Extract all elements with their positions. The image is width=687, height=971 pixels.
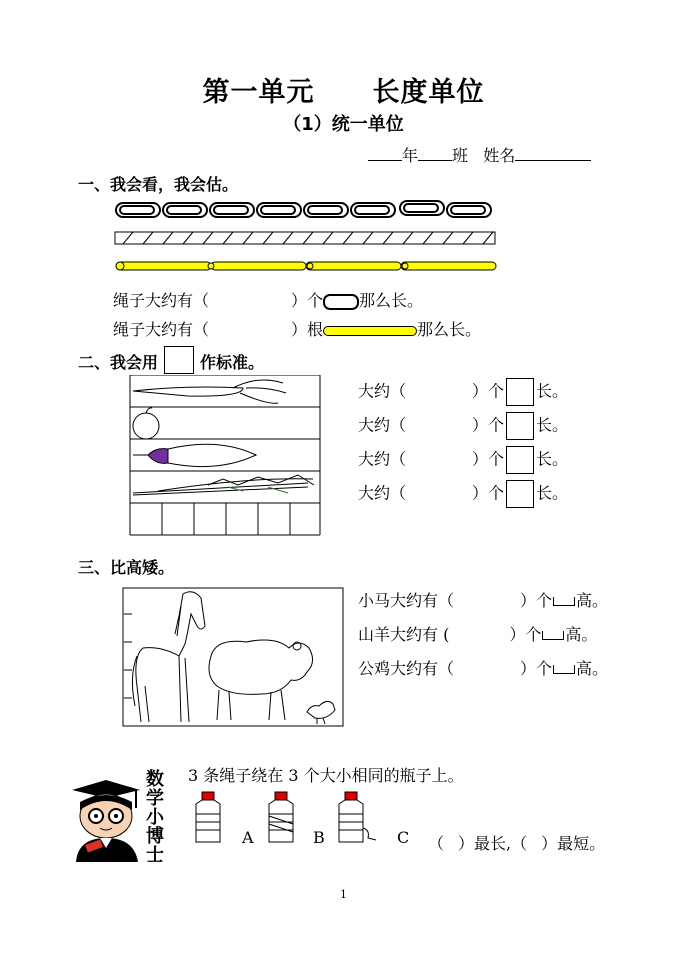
line2-prefix: 绳子大约有（: [113, 320, 210, 339]
row-mid: ）个: [472, 381, 505, 401]
row-suffix: 长。: [536, 415, 569, 435]
section3-row: [358, 588, 608, 622]
section2-row: [358, 480, 568, 514]
square-unit-icon: [506, 378, 534, 406]
row-mid: ）个: [472, 449, 505, 469]
section2-row: [358, 378, 568, 412]
row-mid: ）个: [472, 483, 505, 503]
row-suffix: 长。: [536, 483, 569, 503]
bottles-figure: [190, 790, 390, 850]
bottle-label-a: A: [242, 828, 254, 847]
row-suffix: 长。: [536, 381, 569, 401]
row-mid: ）个: [520, 591, 553, 610]
title-right: 长度单位: [372, 77, 485, 108]
doctor-question: 3 条绳子绕在 3 个大小相同的瓶子上。: [188, 766, 464, 785]
row-mid: ）个: [472, 415, 505, 435]
class-blank[interactable]: [418, 146, 452, 161]
section3-row: [358, 622, 608, 656]
section1-line1: [113, 288, 423, 311]
bottle-b: [269, 792, 293, 842]
green-onion-icon: [133, 475, 314, 495]
square-unit-icon: [506, 412, 534, 440]
line1-prefix: 绳子大约有（: [113, 291, 210, 310]
line2-mid: ）根: [291, 320, 324, 339]
row-mid: ）个: [520, 659, 553, 678]
doctor-answer: [428, 831, 605, 854]
student-info: [368, 143, 591, 166]
section3-figure: [121, 586, 346, 729]
hatched-rope: [115, 232, 495, 244]
page-number: 1: [340, 888, 347, 901]
section2-heading: [78, 346, 264, 374]
name-blank[interactable]: [515, 146, 591, 161]
apple-icon: [133, 408, 159, 439]
row-prefix: 公鸡大约有（: [358, 659, 455, 678]
line2-suffix: 那么长。: [417, 320, 482, 339]
row-prefix: 大约（: [358, 415, 407, 435]
name-label: 姓名: [483, 146, 516, 165]
bottle-label-c: C: [397, 828, 410, 847]
yellow-rope-icon: [323, 326, 417, 336]
row-suffix: 长。: [536, 449, 569, 469]
answer-prefix: （: [428, 834, 445, 853]
year-blank[interactable]: [368, 146, 402, 161]
year-label: 年: [402, 146, 419, 165]
answer-mid: ）最长,（: [458, 834, 528, 853]
line1-suffix: 那么长。: [359, 291, 424, 310]
square-unit-icon: [506, 480, 534, 508]
title-left: 第一单元: [202, 77, 315, 108]
class-label: 班: [452, 146, 469, 165]
yellow-ropes: [116, 262, 496, 270]
bottle-label-b: B: [313, 828, 325, 847]
math-doctor-label: 数学小博士: [146, 769, 164, 866]
section2-heading-suffix: 作标准。: [200, 353, 265, 372]
unit-bracket-icon: [553, 597, 575, 606]
line1-mid: ）个: [291, 291, 324, 310]
section2-figure: [128, 375, 323, 537]
section3-answers: [358, 588, 608, 690]
section3-row: [358, 656, 608, 690]
section2-answers: [358, 378, 568, 514]
bottle-a: [196, 792, 220, 842]
row-suffix: 高。: [576, 591, 609, 610]
answer-suffix: ）最短。: [541, 834, 606, 853]
row-suffix: 高。: [565, 625, 598, 644]
bottle-c: [339, 792, 376, 842]
section1-line2: [113, 317, 481, 340]
row-mid: ）个: [509, 625, 542, 644]
section2-heading-prefix: 二、我会用: [78, 353, 159, 372]
row-prefix: 山羊大约有 (: [358, 625, 450, 644]
eggplant-icon: [133, 444, 256, 466]
paperclip-icon: [323, 294, 359, 310]
paperclip-row: [116, 201, 491, 217]
row-prefix: 大约（: [358, 449, 407, 469]
row-prefix: 大约（: [358, 483, 407, 503]
section1-figure: [113, 198, 503, 278]
page-subtitle: （1）统一单位: [283, 114, 404, 135]
row-prefix: 大约（: [358, 381, 407, 401]
section1-heading: 一、我会看，我会估。: [78, 175, 239, 194]
unit-bracket-icon: [542, 631, 564, 640]
section3-heading: 三、比高矮。: [78, 558, 175, 577]
row-suffix: 高。: [576, 659, 609, 678]
section2-row: [358, 412, 568, 446]
square-unit-icon: [506, 446, 534, 474]
page-title: [0, 70, 687, 109]
row-prefix: 小马大约有（: [358, 591, 455, 610]
standard-square-icon: [164, 346, 194, 374]
math-doctor-avatar: [68, 776, 146, 864]
unit-bracket-icon: [553, 665, 575, 674]
carrot-icon: [133, 380, 286, 403]
section2-row: [358, 446, 568, 480]
